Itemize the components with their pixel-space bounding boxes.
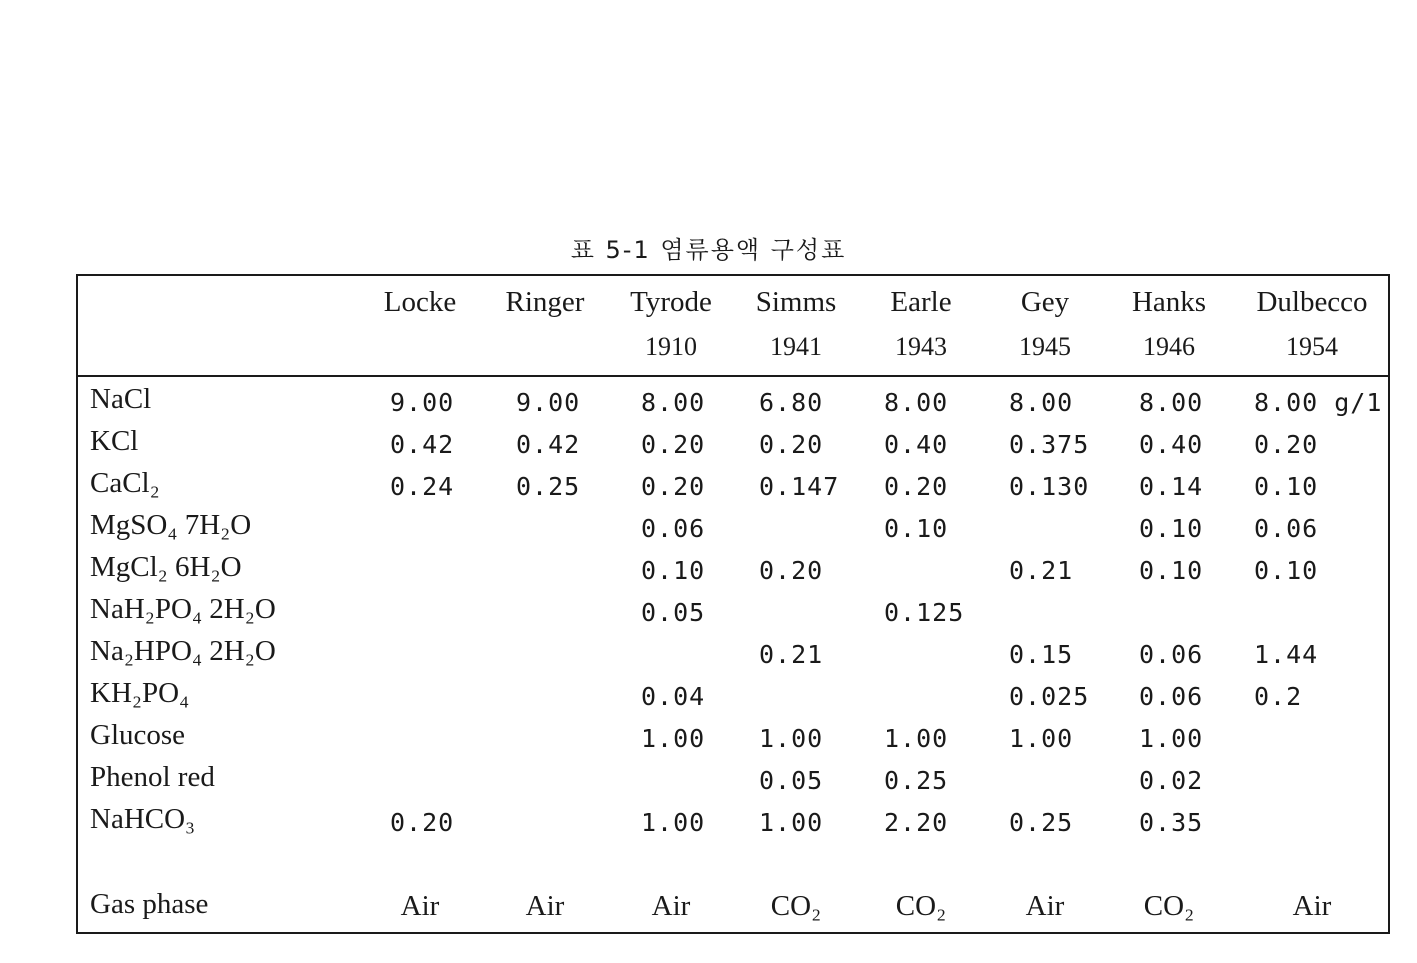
table-cell: 0.05	[641, 598, 706, 627]
table-cell: 1.44	[1254, 640, 1319, 669]
row-label: KH₂PO₄	[90, 677, 190, 709]
table-cell: 0.04	[641, 682, 706, 711]
row-label: MgCl₂ 6H₂O	[90, 551, 242, 583]
column-header-name: Simms	[755, 286, 837, 318]
column-header-name: Tyrode	[630, 286, 712, 318]
row-label: NaCl	[90, 383, 152, 415]
column-header-year: 1946	[1143, 332, 1195, 361]
column-header-name: Hanks	[1131, 286, 1207, 318]
table-cell: 0.10	[1254, 556, 1319, 585]
table-cell: 0.05	[759, 766, 824, 795]
table-cell: 0.10	[1254, 472, 1319, 501]
table-cell: 0.147	[759, 472, 840, 501]
table-cell: 0.24	[390, 472, 455, 501]
table-cell: 8.00	[1139, 388, 1204, 417]
column-header-name: Earle	[890, 286, 952, 318]
table-cell: 0.06	[1254, 514, 1319, 543]
table-cell: 8.00	[641, 388, 706, 417]
table-caption: 표 5-1 염류용액 구성표	[570, 236, 847, 264]
table-cell: 0.25	[884, 766, 949, 795]
table-cell: 0.40	[1139, 430, 1204, 459]
table-cell: 1.00	[641, 724, 706, 753]
row-label: KCl	[90, 425, 139, 457]
table-cell: 0.20	[641, 472, 706, 501]
gas-phase-cell: Air	[400, 890, 440, 922]
table-cell: 9.00	[516, 388, 581, 417]
table-cell: 0.40	[884, 430, 949, 459]
gas-phase-cell: Air	[525, 890, 565, 922]
table-cell: 9.00	[390, 388, 455, 417]
gas-phase-cell: Air	[1025, 890, 1065, 922]
gas-phase-cell: Air	[651, 890, 691, 922]
table-cell: 8.00 g/1	[1254, 388, 1383, 417]
row-label: Phenol red	[90, 761, 215, 793]
table-cell: 0.42	[516, 430, 581, 459]
table-cell: 0.10	[1139, 514, 1204, 543]
row-label: NaH₂PO₄ 2H₂O	[90, 593, 276, 625]
column-header-name: Dulbecco	[1256, 286, 1368, 318]
table-cell: 0.2	[1254, 682, 1303, 711]
column-header-name: Ringer	[505, 286, 585, 318]
header-divider	[78, 375, 1388, 377]
table-cell: 0.15	[1009, 640, 1074, 669]
table-cell: 8.00	[884, 388, 949, 417]
table-cell: 0.125	[884, 598, 965, 627]
table-cell: 0.42	[390, 430, 455, 459]
column-header-year: 1910	[645, 332, 697, 361]
column-header-year: 1943	[895, 332, 947, 361]
table-cell: 0.10	[1139, 556, 1204, 585]
table-cell: 0.02	[1139, 766, 1204, 795]
row-label: CaCl₂	[90, 467, 160, 499]
table-cell: 0.375	[1009, 430, 1090, 459]
salt-solution-table	[76, 274, 1390, 934]
table-cell: 1.00	[1139, 724, 1204, 753]
gas-phase-cell: CO₂	[1143, 890, 1195, 922]
table-cell: 0.130	[1009, 472, 1090, 501]
row-label: MgSO₄ 7H₂O	[90, 509, 252, 541]
table-cell: 6.80	[759, 388, 824, 417]
table-cell: 0.20	[390, 808, 455, 837]
table-cell: 0.14	[1139, 472, 1204, 501]
column-header-name: Gey	[1020, 286, 1070, 318]
row-label: Glucose	[90, 719, 186, 751]
table-cell: 1.00	[759, 808, 824, 837]
table-cell: 0.21	[759, 640, 824, 669]
table-cell: 1.00	[884, 724, 949, 753]
gas-phase-cell: Air	[1292, 890, 1332, 922]
table-cell: 0.25	[1009, 808, 1074, 837]
table-cell: 0.10	[884, 514, 949, 543]
table-cell: 1.00	[1009, 724, 1074, 753]
table-cell: 0.20	[884, 472, 949, 501]
table-cell: 1.00	[759, 724, 824, 753]
table-cell: 0.20	[759, 556, 824, 585]
table-cell: 0.20	[641, 430, 706, 459]
table-cell: 0.10	[641, 556, 706, 585]
table-cell: 0.35	[1139, 808, 1204, 837]
table-cell: 0.06	[1139, 682, 1204, 711]
table-cell: 0.20	[759, 430, 824, 459]
row-label: NaHCO₃	[90, 803, 196, 835]
table-cell: 0.06	[1139, 640, 1204, 669]
row-label: Na₂HPO₄ 2H₂O	[90, 635, 276, 667]
column-header-year: 1941	[770, 332, 822, 361]
column-header-name: Locke	[383, 286, 457, 318]
table-cell: 0.025	[1009, 682, 1090, 711]
gas-phase-cell: CO₂	[770, 890, 822, 922]
table-cell: 0.21	[1009, 556, 1074, 585]
table-cell: 8.00	[1009, 388, 1074, 417]
column-header-year: 1954	[1286, 332, 1338, 361]
table-cell: 2.20	[884, 808, 949, 837]
column-header-year: 1945	[1019, 332, 1071, 361]
gas-phase-label: Gas phase	[90, 888, 209, 920]
table-cell: 0.25	[516, 472, 581, 501]
gas-phase-cell: CO₂	[895, 890, 947, 922]
table-cell: 1.00	[641, 808, 706, 837]
table-cell: 0.20	[1254, 430, 1319, 459]
table-cell: 0.06	[641, 514, 706, 543]
